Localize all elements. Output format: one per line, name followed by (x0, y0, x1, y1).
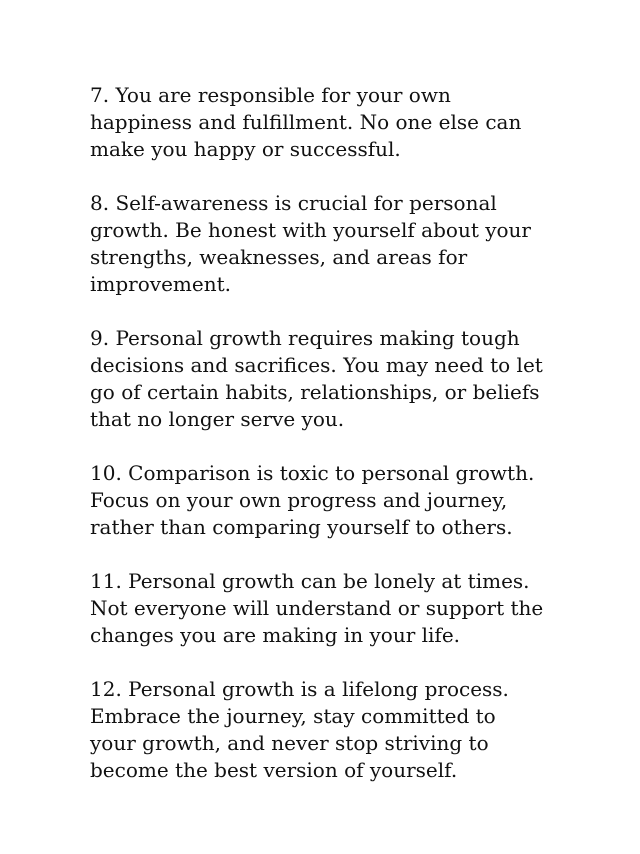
text-line: improvement. (90, 272, 231, 296)
document-body (90, 82, 610, 811)
text-line: become the best version of yourself. (90, 758, 458, 782)
text-line: growth. Be honest with yourself about your (90, 218, 531, 242)
text-line: Focus on your own progress and journey, (90, 488, 508, 512)
text-line: happiness and fulfillment. No one else can (90, 110, 522, 134)
list-item (90, 568, 610, 649)
text-line: that no longer serve you. (90, 407, 345, 431)
text-line: 12. Personal growth is a lifelong process. (90, 677, 509, 701)
text-line: strengths, weaknesses, and areas for (90, 245, 468, 269)
text-line: 10. Comparison is toxic to personal growth. (90, 461, 535, 485)
text-line: your growth, and never stop striving to (90, 731, 489, 755)
text-line: decisions and sacrifices. You may need to let (90, 353, 543, 377)
list-item (90, 82, 610, 163)
text-line: rather than comparing yourself to others. (90, 515, 513, 539)
text-line: Not everyone will understand or support the (90, 596, 544, 620)
list-item (90, 460, 610, 541)
text-line: Embrace the journey, stay committed to (90, 704, 496, 728)
text-line: changes you are making in your life. (90, 623, 461, 647)
text-line: go of certain habits, relationships, or beliefs (90, 380, 540, 404)
text-line: make you happy or successful. (90, 137, 401, 161)
text-line: 8. Self-awareness is crucial for personal (90, 191, 497, 215)
list-item (90, 676, 610, 784)
text-line: 9. Personal growth requires making tough (90, 326, 520, 350)
list-item (90, 190, 610, 298)
list-item (90, 325, 610, 433)
text-line: 11. Personal growth can be lonely at times. (90, 569, 530, 593)
text-line: 7. You are responsible for your own (90, 83, 451, 107)
